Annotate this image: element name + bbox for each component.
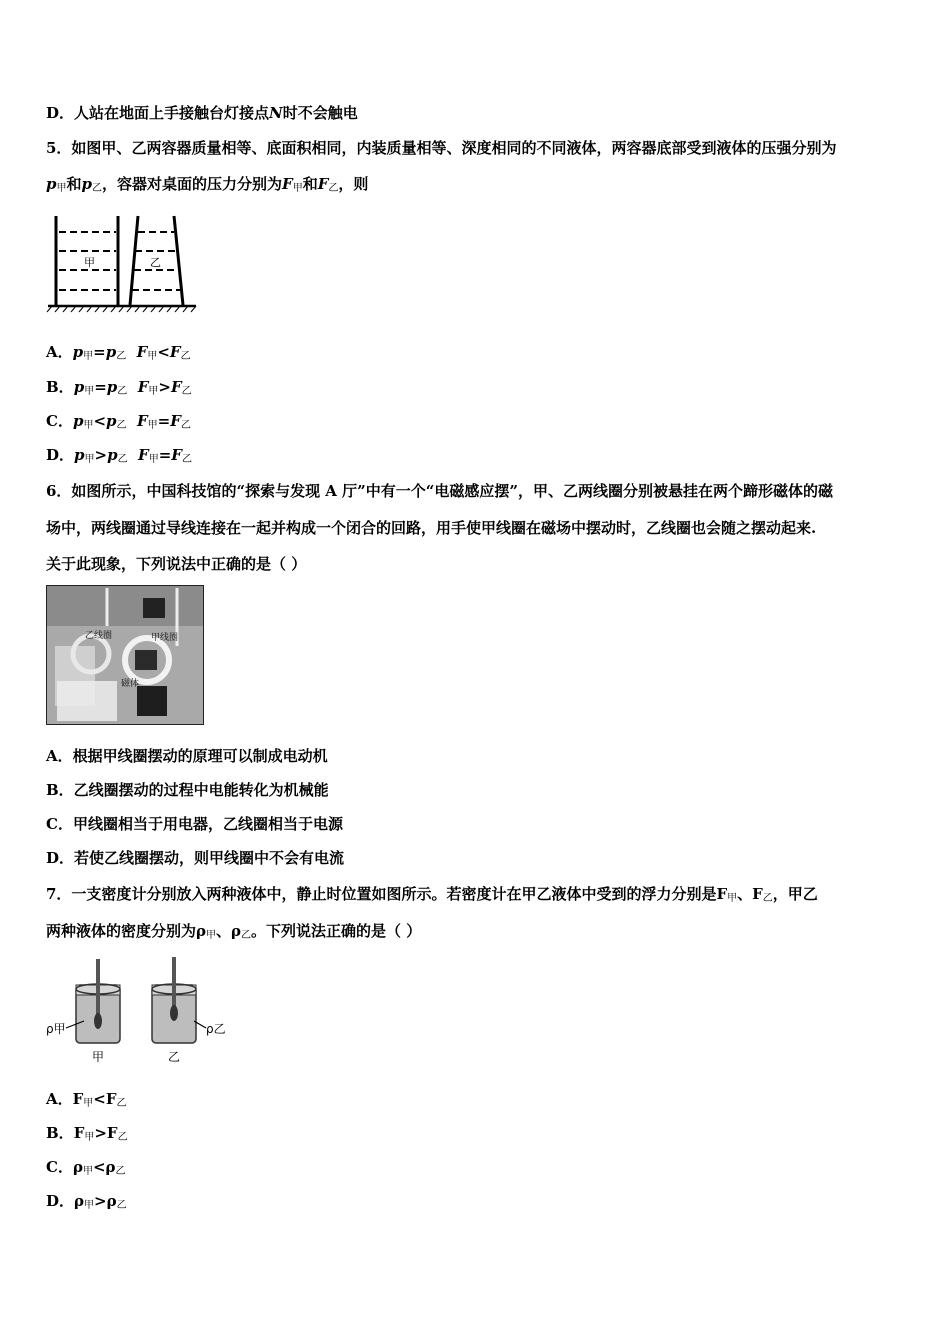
- q6-option: C．甲线圈相当于用电器，乙线圈相当于电源: [46, 815, 343, 833]
- q5-option: [46, 377, 916, 402]
- q6-photo-label-jia: 甲线圈: [151, 633, 179, 643]
- q5-option-letter: B．: [46, 378, 74, 396]
- q6-option: D．若使乙线圈摆动，则甲线圈中不会有电流: [46, 849, 345, 867]
- q5-option-F-sub-yi: 乙: [181, 454, 192, 465]
- q5-option-F-yi: F: [170, 378, 182, 396]
- q7-option-sub-jia: 甲: [84, 1132, 95, 1143]
- q5-and2: 和: [302, 175, 318, 193]
- q7-sep: 、: [737, 885, 753, 903]
- q7-rho-jia: ρ: [196, 922, 206, 940]
- q7-option: [46, 1191, 916, 1216]
- q7-option-rel: >: [94, 1192, 107, 1210]
- q5-p-yi: p: [81, 175, 93, 193]
- q6-option: B．乙线圈摆动的过程中电能转化为机械能: [46, 781, 329, 799]
- q7-option-sub-yi: 乙: [116, 1200, 127, 1211]
- q5-and1: 和: [66, 175, 82, 193]
- q7-end: ，甲乙: [772, 885, 818, 903]
- q7-F-yi: F: [752, 885, 763, 903]
- q7-option-sym-yi: ρ: [105, 1158, 116, 1176]
- q6-photo-label-magnet: 磁体: [121, 679, 140, 689]
- q5-option-F-yi: F: [169, 343, 181, 361]
- q7-option-sub-jia: 甲: [84, 1200, 94, 1211]
- q7-option-letter: C．: [46, 1158, 73, 1176]
- q7-line2-end: 。下列说法正确的是（ ）: [251, 922, 422, 940]
- q4-option-d-end: 时不会触电: [282, 104, 358, 122]
- q5-option-F-sub-yi: 乙: [180, 351, 191, 362]
- q5-option-sub-jia: 甲: [83, 420, 94, 431]
- q5-fig-label-jia: 甲: [84, 256, 95, 269]
- q7-stem-line1: [46, 884, 916, 909]
- q7-F-jia: F: [716, 885, 728, 903]
- q5-option-gap: [127, 412, 137, 430]
- q7-line2-sub-yi: 乙: [241, 930, 251, 941]
- q7-fig-label-yi: 乙: [168, 1050, 181, 1064]
- q5-option-p-jia: p: [74, 446, 85, 464]
- q5-option-F-jia: F: [136, 343, 148, 361]
- q6-photo-drawing: [47, 586, 204, 725]
- q5-sub-jia: 甲: [56, 183, 67, 194]
- q7-option-sub-yi: 乙: [116, 1098, 127, 1109]
- q5-option-p-yi: p: [105, 343, 117, 361]
- q5-option-F-sub-jia: 甲: [148, 454, 159, 465]
- q7-sub-yi: 乙: [762, 893, 773, 904]
- q5-option-F-rel: =: [158, 446, 172, 464]
- q5-fig-label-yi: 乙: [150, 256, 161, 269]
- q5-stem-line1: 5．如图甲、乙两容器质量相等、底面积相同，内装质量相等、深度相同的不同液体，两容器底部受到液体的压强分别为: [46, 139, 837, 157]
- q5-option-F-jia: F: [138, 446, 149, 464]
- q5-option-F-sub-jia: 甲: [147, 420, 158, 431]
- q7-option: [46, 1089, 916, 1114]
- q5-mid: ，容器对桌面的压力分别为: [102, 175, 283, 193]
- q4-option-d-var: N: [269, 104, 283, 122]
- q5-option-F-yi: F: [170, 412, 181, 430]
- q5-option-p-yi: p: [106, 378, 118, 396]
- q5-option-F-jia: F: [137, 378, 149, 396]
- q7-line2-sub-jia: 甲: [206, 930, 216, 941]
- q5-option-p-yi: p: [106, 412, 117, 430]
- q7-option-sub-yi: 乙: [117, 1132, 128, 1143]
- q5-containers-figure: [46, 208, 206, 318]
- q5-option-sub-jia: 甲: [83, 351, 94, 362]
- q7-option-sym-jia: F: [73, 1124, 85, 1142]
- q4-option-d: [46, 103, 916, 123]
- q7-rho-yi: ρ: [231, 922, 241, 940]
- q6-option: A．根据甲线圈摆动的原理可以制成电动机: [46, 747, 328, 765]
- q5-option-gap: [126, 343, 136, 361]
- q7-fig-rho-jia: ρ甲: [46, 1022, 66, 1036]
- q7-option-rel: <: [93, 1090, 106, 1108]
- q7-option: [46, 1123, 916, 1148]
- q5-option-F-rel: =: [157, 412, 171, 430]
- q7-option-sub-jia: 甲: [82, 1166, 93, 1177]
- q7-option-sym-yi: F: [106, 1124, 118, 1142]
- q5-sub-yi-2: 乙: [328, 183, 339, 194]
- q5-option-sub-yi: 乙: [117, 454, 128, 465]
- q7-option-letter: D．: [46, 1192, 75, 1210]
- q5-option-p-rel: =: [94, 378, 107, 396]
- q5-option-F-jia: F: [136, 412, 148, 430]
- q5-option-F-rel: <: [157, 343, 170, 361]
- q5-option-sub-yi: 乙: [116, 420, 127, 431]
- q7-option-letter: A．: [46, 1090, 73, 1108]
- q5-p-jia: p: [46, 175, 57, 193]
- q7-option: [46, 1157, 916, 1182]
- q5-option-F-yi: F: [171, 446, 182, 464]
- q5-option-F-sub-yi: 乙: [180, 420, 191, 431]
- q5-option-p-yi: p: [107, 446, 118, 464]
- q5-option-p-rel: >: [94, 446, 108, 464]
- q5-option-sub-yi: 乙: [116, 351, 127, 362]
- q5-option-letter: A．: [46, 343, 73, 361]
- q5-stem-line2: [46, 174, 916, 199]
- q5-F-jia: F: [282, 175, 293, 193]
- q7-line2-sep: 、: [216, 922, 232, 940]
- q7-stem-line1-text: 7．一支密度计分别放入两种液体中，静止时位置如图所示。若密度计在甲乙液体中受到的浮力分别是: [46, 885, 717, 903]
- q7-option-sym-yi: F: [105, 1090, 117, 1108]
- q5-option-letter: C．: [46, 412, 73, 430]
- q5-option-p-jia: p: [72, 412, 84, 430]
- q5-option-F-sub-yi: 乙: [181, 386, 192, 397]
- q4-option-d-text: D．人站在地面上手接触台灯接点: [46, 104, 270, 122]
- q6-stem-line1: 6．如图所示，中国科技馆的“探索与发现 A 厅”中有一个“电磁感应摆”，甲、乙两线圈分别被悬挂在两个蹄形磁体的磁: [46, 482, 834, 500]
- q6-stem-line3: 关于此现象，下列说法中正确的是（ ）: [46, 555, 307, 573]
- q6-photo: [46, 585, 204, 725]
- q5-option-sub-jia: 甲: [84, 454, 95, 465]
- q7-line2-start: 两种液体的密度分别为: [46, 922, 197, 940]
- q7-stem-line2: [46, 921, 916, 946]
- q5-option-letter: D．: [46, 446, 75, 464]
- q5-option-F-sub-jia: 甲: [147, 351, 158, 362]
- q5-option: [46, 342, 916, 367]
- q7-fig-label-jia: 甲: [92, 1050, 105, 1064]
- q5-option-p-rel: =: [93, 343, 106, 361]
- q5-option-F-rel: >: [158, 378, 171, 396]
- q5-sub-jia-2: 甲: [292, 183, 303, 194]
- q7-option-rel: <: [92, 1158, 106, 1176]
- q7-option-rel: >: [94, 1124, 107, 1142]
- q5-option-p-rel: <: [93, 412, 107, 430]
- q5-sub-yi: 乙: [92, 183, 103, 194]
- q7-option-sym-yi: ρ: [106, 1192, 117, 1210]
- q5-F-yi: F: [317, 175, 329, 193]
- q7-option-sym-jia: ρ: [74, 1192, 84, 1210]
- q7-option-sym-jia: F: [72, 1090, 84, 1108]
- q5-option-gap: [128, 446, 138, 464]
- q7-option-sub-yi: 乙: [115, 1166, 126, 1177]
- q7-option-sub-jia: 甲: [83, 1098, 94, 1109]
- q5-option-sub-jia: 甲: [84, 386, 95, 397]
- q7-option-letter: B．: [46, 1124, 74, 1142]
- q7-sub-jia: 甲: [727, 893, 738, 904]
- q5-option: [46, 411, 916, 436]
- q7-option-sym-jia: ρ: [72, 1158, 83, 1176]
- q7-fig-rho-yi: ρ乙: [206, 1022, 226, 1036]
- q5-option-sub-yi: 乙: [117, 386, 128, 397]
- q5-option: [46, 445, 916, 470]
- q6-stem-line2: 场中，两线圈通过导线连接在一起并构成一个闭合的回路，用手使甲线圈在磁场中摆动时，乙线圈也会随之摆动起来.: [46, 519, 817, 537]
- q5-option-F-sub-jia: 甲: [148, 386, 159, 397]
- q5-option-gap: [127, 378, 137, 396]
- q5-option-p-jia: p: [72, 343, 84, 361]
- q6-photo-label-yi: 乙线圈: [85, 631, 113, 641]
- q7-hydrometer-figure: [46, 955, 236, 1065]
- q5-end: ，则: [338, 175, 369, 193]
- q5-option-p-jia: p: [73, 378, 85, 396]
